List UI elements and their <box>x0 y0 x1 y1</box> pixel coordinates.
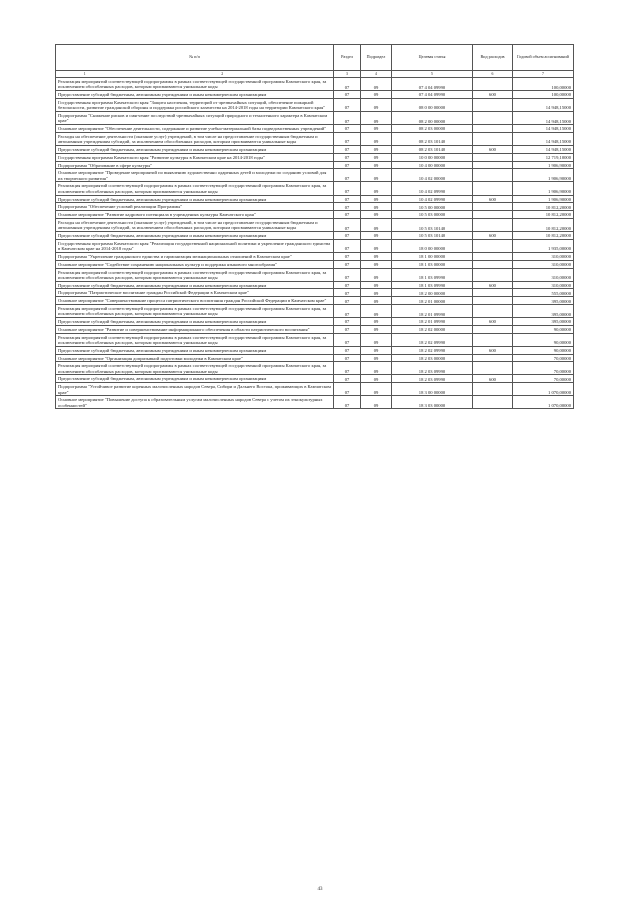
row-vr-cell <box>473 289 513 297</box>
row-sum-cell: 70,00000 <box>513 354 574 362</box>
row-vr-cell <box>473 383 513 396</box>
column-number-3: 3 <box>334 71 361 78</box>
row-vr-cell <box>473 111 513 124</box>
row-sum-cell: 395,00000 <box>513 297 574 305</box>
row-vr-cell <box>473 161 513 169</box>
row-vr-cell: 600 <box>473 145 513 153</box>
row-sum-cell: 1 935,00000 <box>513 239 574 252</box>
row-sum-cell: 1 070,00000 <box>513 396 574 409</box>
row-csr-cell: 18 2 01 09990 <box>392 318 473 326</box>
row-sum-cell: 1 906,90000 <box>513 161 574 169</box>
row-sum-cell: 310,00000 <box>513 268 574 281</box>
row-razdel-cell: 07 <box>334 98 361 111</box>
row-podrazdel-cell: 09 <box>361 218 392 231</box>
table-row <box>56 125 574 133</box>
row-podrazdel-cell: 09 <box>361 252 392 260</box>
row-csr-cell: 10 5 03 00000 <box>392 211 473 219</box>
row-podrazdel-cell: 09 <box>361 375 392 383</box>
column-number-5: 5 <box>392 71 473 78</box>
table-row <box>56 252 574 260</box>
row-vr-cell <box>473 354 513 362</box>
row-podrazdel-cell: 09 <box>361 91 392 99</box>
row-podrazdel-cell: 09 <box>361 111 392 124</box>
row-podrazdel-cell: 09 <box>361 125 392 133</box>
row-csr-cell: 10 4 02 09990 <box>392 182 473 195</box>
row-name-cell: Подпрограмма "Патриотическое воспитание граждан Российской Федерации в Камчатском крае" <box>56 289 334 297</box>
row-vr-cell: 600 <box>473 195 513 203</box>
row-razdel-cell: 07 <box>334 145 361 153</box>
row-csr-cell: 18 1 03 09990 <box>392 268 473 281</box>
row-razdel-cell: 07 <box>334 239 361 252</box>
row-vr-cell <box>473 252 513 260</box>
row-podrazdel-cell: 09 <box>361 145 392 153</box>
row-csr-cell: 10 5 03 10140 <box>392 218 473 231</box>
row-vr-cell: 600 <box>473 232 513 240</box>
row-name-cell: Основное мероприятие "Содействие сохранению национальных культур и поддержка языкового многообразия" <box>56 260 334 268</box>
row-razdel-cell: 07 <box>334 211 361 219</box>
row-podrazdel-cell: 09 <box>361 232 392 240</box>
table-row <box>56 132 574 145</box>
row-name-cell: Основное мероприятие "Совершенствование процесса патриотического воспитания граждан Российской Федерации в Камчатском крае" <box>56 297 334 305</box>
row-name-cell: Предоставление субсидий бюджетным, автономным учреждениям и иным некоммерческим организациям <box>56 145 334 153</box>
row-sum-cell: 555,00000 <box>513 289 574 297</box>
table-row <box>56 153 574 161</box>
column-number-2: 2 <box>221 72 224 76</box>
table-row <box>56 305 574 318</box>
row-name-cell: Предоставление субсидий бюджетным, автономным учреждениям и иным некоммерческим организациям <box>56 281 334 289</box>
table-row <box>56 203 574 211</box>
table-row <box>56 169 574 182</box>
row-sum-cell: 310,00000 <box>513 281 574 289</box>
row-csr-cell: 10 5 03 10140 <box>392 232 473 240</box>
row-vr-cell: 600 <box>473 91 513 99</box>
row-name-cell: Предоставление субсидий бюджетным, автономным учреждениям и иным некоммерческим организациям <box>56 318 334 326</box>
row-vr-cell <box>473 169 513 182</box>
table-header-row <box>56 45 574 71</box>
row-vr-cell <box>473 78 513 91</box>
row-name-cell: Государственная программа Камчатского края "Реализация государственной национальной политики и укрепление гражданского единства в Камчатском крае на 2014-2018 годы" <box>56 239 334 252</box>
row-csr-cell: 08 0 00 00000 <box>392 98 473 111</box>
row-sum-cell: 395,00000 <box>513 305 574 318</box>
row-podrazdel-cell: 09 <box>361 268 392 281</box>
row-vr-cell: 600 <box>473 281 513 289</box>
row-name-cell: Подпрограмма "Образование в сфере культуры" <box>56 161 334 169</box>
row-name-cell: Основное мероприятие "Повышение доступа к образовательным услугам малочисленных народов Севера с учетом их этнокультурных особенностей" <box>56 396 334 409</box>
row-razdel-cell: 07 <box>334 78 361 91</box>
row-sum-cell: 90,00000 <box>513 333 574 346</box>
row-podrazdel-cell: 09 <box>361 239 392 252</box>
row-razdel-cell: 07 <box>334 125 361 133</box>
row-csr-cell: 18 2 03 09990 <box>392 375 473 383</box>
row-csr-cell: 18 2 00 00000 <box>392 289 473 297</box>
row-razdel-cell: 07 <box>334 305 361 318</box>
row-razdel-cell: 07 <box>334 153 361 161</box>
row-razdel-cell: 07 <box>334 111 361 124</box>
row-name-cell: Основное мероприятие "Развитие и совершенствование информационного обеспечения в области патриотического воспитания" <box>56 325 334 333</box>
row-csr-cell: 18 1 00 00000 <box>392 252 473 260</box>
row-name-cell: Основное мероприятие "Организация допризывной подготовки молодежи в Камчатском крае" <box>56 354 334 362</box>
row-name-cell: Государственная программа Камчатского края "Защита населения, территорий от чрезвычайных ситуаций, обеспечение пожарной безопасности, развитие гражданской обороны и поддержка российского казачества на 2014-2018 годы на территории Камчатского края" <box>56 98 334 111</box>
table-row <box>56 375 574 383</box>
row-csr-cell: 18 2 03 09990 <box>392 362 473 375</box>
header-podrazdel: Подраздел <box>361 45 392 71</box>
row-sum-cell: 14 948,15000 <box>513 145 574 153</box>
row-csr-cell: 18 2 03 00000 <box>392 354 473 362</box>
row-razdel-cell: 07 <box>334 346 361 354</box>
row-vr-cell <box>473 132 513 145</box>
row-vr-cell <box>473 305 513 318</box>
row-csr-cell: 18 1 03 09990 <box>392 281 473 289</box>
row-sum-cell: 310,00000 <box>513 260 574 268</box>
column-number <box>56 71 334 78</box>
table-row <box>56 297 574 305</box>
row-csr-cell: 18 2 01 09990 <box>392 305 473 318</box>
table-row <box>56 218 574 231</box>
column-number-6: 6 <box>473 71 513 78</box>
table-row <box>56 98 574 111</box>
row-name-cell: Подпрограмма "Устойчивое развитие коренных малочисленных народов Севера, Сибири и Дальнего Востока, проживающих в Камчатском крае" <box>56 383 334 396</box>
row-csr-cell: 18 3 03 00000 <box>392 396 473 409</box>
row-sum-cell: 12 719,10000 <box>513 153 574 161</box>
row-sum-cell: 395,00000 <box>513 318 574 326</box>
row-razdel-cell: 07 <box>334 260 361 268</box>
row-csr-cell: 10 5 00 00000 <box>392 203 473 211</box>
row-csr-cell: 08 2 03 10140 <box>392 132 473 145</box>
row-csr-cell: 18 2 01 00000 <box>392 297 473 305</box>
row-name-cell: Государственная программа Камчатского края "Развитие культуры в Камчатском крае на 2014-2018 годы" <box>56 153 334 161</box>
row-name-cell: Реализация мероприятий соответствующей подпрограммы в рамках соответствующей государственной программы Камчатского края, за исключением обособленных расходов, которым присваиваются уникальные коды <box>56 78 334 91</box>
row-sum-cell: 10 812,20000 <box>513 232 574 240</box>
row-sum-cell: 1 906,90000 <box>513 169 574 182</box>
row-csr-cell: 08 2 03 10140 <box>392 145 473 153</box>
row-sum-cell: 90,00000 <box>513 325 574 333</box>
row-name-cell: Реализация мероприятий соответствующей подпрограммы в рамках соответствующей государственной программы Камчатского края, за исключением обособленных расходов, которым присваиваются уникальные коды <box>56 333 334 346</box>
row-csr-cell: 18 2 02 09990 <box>392 333 473 346</box>
row-sum-cell: 100,00000 <box>513 78 574 91</box>
table-row <box>56 91 574 99</box>
row-vr-cell: 600 <box>473 346 513 354</box>
row-sum-cell: 100,00000 <box>513 91 574 99</box>
row-razdel-cell: 07 <box>334 169 361 182</box>
row-razdel-cell: 07 <box>334 375 361 383</box>
row-csr-cell: 07 4 04 09990 <box>392 78 473 91</box>
row-csr-cell: 10 0 00 00000 <box>392 153 473 161</box>
row-name-cell: Предоставление субсидий бюджетным, автономным учреждениям и иным некоммерческим организациям <box>56 91 334 99</box>
row-razdel-cell: 07 <box>334 132 361 145</box>
table-row <box>56 281 574 289</box>
row-csr-cell: 18 2 02 09990 <box>392 346 473 354</box>
table-row <box>56 232 574 240</box>
row-razdel-cell: 07 <box>334 91 361 99</box>
row-razdel-cell: 07 <box>334 333 361 346</box>
budget-table-wrapper <box>55 44 573 409</box>
row-vr-cell <box>473 182 513 195</box>
row-vr-cell: 600 <box>473 375 513 383</box>
table-row <box>56 211 574 219</box>
row-podrazdel-cell: 09 <box>361 169 392 182</box>
row-sum-cell: 14 948,15000 <box>513 132 574 145</box>
row-csr-cell: 10 4 02 00000 <box>392 169 473 182</box>
row-name-cell: Предоставление субсидий бюджетным, автономным учреждениям и иным некоммерческим организациям <box>56 346 334 354</box>
table-row <box>56 145 574 153</box>
row-csr-cell: 18 0 00 00000 <box>392 239 473 252</box>
row-podrazdel-cell: 09 <box>361 203 392 211</box>
row-podrazdel-cell: 09 <box>361 289 392 297</box>
row-podrazdel-cell: 09 <box>361 305 392 318</box>
row-vr-cell <box>473 362 513 375</box>
row-podrazdel-cell: 09 <box>361 396 392 409</box>
row-razdel-cell: 07 <box>334 396 361 409</box>
row-csr-cell: 18 3 00 00000 <box>392 383 473 396</box>
row-name-cell: Реализация мероприятий соответствующей подпрограммы в рамках соответствующей государственной программы Камчатского края, за исключением обособленных расходов, которым присваиваются уникальные коды <box>56 182 334 195</box>
row-podrazdel-cell: 09 <box>361 281 392 289</box>
budget-table <box>55 44 574 409</box>
row-sum-cell: 1 906,90000 <box>513 182 574 195</box>
row-podrazdel-cell: 09 <box>361 260 392 268</box>
row-csr-cell: 10 4 02 09990 <box>392 195 473 203</box>
row-podrazdel-cell: 09 <box>361 325 392 333</box>
table-row <box>56 354 574 362</box>
row-sum-cell: 310,00000 <box>513 252 574 260</box>
row-podrazdel-cell: 09 <box>361 161 392 169</box>
row-name-cell: Реализация мероприятий соответствующей подпрограммы в рамках соответствующей государственной программы Камчатского края, за исключением обособленных расходов, которым присваиваются уникальные коды <box>56 268 334 281</box>
row-sum-cell: 1 070,00000 <box>513 383 574 396</box>
row-vr-cell <box>473 218 513 231</box>
row-sum-cell: 14 948,15000 <box>513 125 574 133</box>
column-number-row <box>56 71 574 78</box>
row-vr-cell <box>473 325 513 333</box>
row-razdel-cell: 07 <box>334 297 361 305</box>
row-podrazdel-cell: 09 <box>361 362 392 375</box>
row-razdel-cell: 07 <box>334 218 361 231</box>
row-razdel-cell: 07 <box>334 195 361 203</box>
row-name-cell: Основное мероприятие "Развитие кадрового потенциала в учреждениях культуры Камчатского края" <box>56 211 334 219</box>
table-row <box>56 195 574 203</box>
row-vr-cell <box>473 297 513 305</box>
table-row <box>56 182 574 195</box>
row-name-cell: Расходы на обеспечение деятельности (оказание услуг) учреждений, в том числе на предоставление государственным бюджетным и автономным учреждениям субсидий, за исключением обособленных расходов, которым присваиваются уникальные коды <box>56 132 334 145</box>
table-row <box>56 383 574 396</box>
row-podrazdel-cell: 09 <box>361 297 392 305</box>
row-name-cell: Реализация мероприятий соответствующей подпрограммы в рамках соответствующей государственной программы Камчатского края, за исключением обособленных расходов, которым присваиваются уникальные коды <box>56 305 334 318</box>
row-name-cell: Предоставление субсидий бюджетным, автономным учреждениям и иным некоммерческим организациям <box>56 375 334 383</box>
table-row <box>56 325 574 333</box>
page-number: 43 <box>317 887 323 892</box>
row-vr-cell <box>473 239 513 252</box>
row-podrazdel-cell: 09 <box>361 132 392 145</box>
row-name-cell: Предоставление субсидий бюджетным, автономным учреждениям и иным некоммерческим организациям <box>56 232 334 240</box>
header-num: № п/п <box>56 45 334 71</box>
row-podrazdel-cell: 09 <box>361 195 392 203</box>
row-name-cell: Основное мероприятие "Обеспечение деятельности, содержание и развитие учебно-материальной базы подведомственных учреждений" <box>56 125 334 133</box>
header-sum: Годовой объем ассигнований <box>513 45 574 71</box>
row-vr-cell <box>473 396 513 409</box>
row-sum-cell: 14 948,15000 <box>513 111 574 124</box>
table-row <box>56 268 574 281</box>
row-razdel-cell: 07 <box>334 325 361 333</box>
row-sum-cell: 70,00000 <box>513 375 574 383</box>
header-razdel: Раздел <box>334 45 361 71</box>
row-razdel-cell: 07 <box>334 268 361 281</box>
row-csr-cell: 08 2 00 00000 <box>392 111 473 124</box>
row-vr-cell <box>473 153 513 161</box>
row-csr-cell: 18 2 02 00000 <box>392 325 473 333</box>
row-sum-cell: 10 812,20000 <box>513 203 574 211</box>
row-vr-cell <box>473 268 513 281</box>
row-name-cell: Подпрограмма "Снижение рисков и смягчение последствий чрезвычайных ситуаций природного и техногенного характера в Камчатском крае" <box>56 111 334 124</box>
row-csr-cell: 07 4 04 09990 <box>392 91 473 99</box>
table-row <box>56 396 574 409</box>
row-sum-cell: 10 812,20000 <box>513 218 574 231</box>
table-row <box>56 260 574 268</box>
row-razdel-cell: 07 <box>334 161 361 169</box>
row-csr-cell: 08 2 03 00000 <box>392 125 473 133</box>
row-razdel-cell: 07 <box>334 354 361 362</box>
row-razdel-cell: 07 <box>334 182 361 195</box>
row-sum-cell: 90,00000 <box>513 346 574 354</box>
table-row <box>56 333 574 346</box>
table-row <box>56 239 574 252</box>
row-sum-cell: 1 906,90000 <box>513 195 574 203</box>
row-sum-cell: 14 948,15000 <box>513 98 574 111</box>
row-name-cell: Предоставление субсидий бюджетным, автономным учреждениям и иным некоммерческим организациям <box>56 195 334 203</box>
row-vr-cell <box>473 211 513 219</box>
row-podrazdel-cell: 09 <box>361 354 392 362</box>
column-number-1: 1 <box>83 72 86 76</box>
row-vr-cell <box>473 333 513 346</box>
row-csr-cell: 10 4 00 00000 <box>392 161 473 169</box>
header-csr: Целевая статья <box>392 45 473 71</box>
row-podrazdel-cell: 09 <box>361 211 392 219</box>
row-razdel-cell: 07 <box>334 281 361 289</box>
table-row <box>56 111 574 124</box>
row-podrazdel-cell: 09 <box>361 383 392 396</box>
row-razdel-cell: 07 <box>334 383 361 396</box>
row-razdel-cell: 07 <box>334 289 361 297</box>
row-sum-cell: 10 812,20000 <box>513 211 574 219</box>
table-row <box>56 78 574 91</box>
row-podrazdel-cell: 09 <box>361 78 392 91</box>
row-sum-cell: 70,00000 <box>513 362 574 375</box>
table-body <box>56 78 574 409</box>
row-csr-cell: 18 1 03 00000 <box>392 260 473 268</box>
row-name-cell: Подпрограмма "Укрепление гражданского единства и гармонизация межнациональных отношений в Камчатском крае" <box>56 252 334 260</box>
row-podrazdel-cell: 09 <box>361 182 392 195</box>
row-name-cell: Основное мероприятие "Проведение мероприятий по выявлению художественно одаренных детей и молодежи по созданию условий для их творческого развития" <box>56 169 334 182</box>
table-row <box>56 161 574 169</box>
row-name-cell: Реализация мероприятий соответствующей подпрограммы в рамках соответствующей государственной программы Камчатского края, за исключением обособленных расходов, которым присваиваются уникальные коды <box>56 362 334 375</box>
row-razdel-cell: 07 <box>334 362 361 375</box>
row-name-cell: Расходы на обеспечение деятельности (оказание услуг) учреждений, в том числе на предоставление государственным бюджетным и автономным учреждениям субсидий, за исключением обособленных расходов, которым присваиваются уникальные коды <box>56 218 334 231</box>
header-vr: Вид расходов <box>473 45 513 71</box>
row-podrazdel-cell: 09 <box>361 98 392 111</box>
row-name-cell: Подпрограмма "Обеспечение условий реализации Программы" <box>56 203 334 211</box>
column-number-4: 4 <box>361 71 392 78</box>
row-vr-cell <box>473 260 513 268</box>
column-number-7: 7 <box>513 71 574 78</box>
row-razdel-cell: 07 <box>334 203 361 211</box>
table-row <box>56 362 574 375</box>
row-razdel-cell: 07 <box>334 252 361 260</box>
row-razdel-cell: 07 <box>334 232 361 240</box>
row-vr-cell <box>473 203 513 211</box>
row-vr-cell: 600 <box>473 318 513 326</box>
table-row <box>56 289 574 297</box>
row-vr-cell <box>473 125 513 133</box>
table-row <box>56 318 574 326</box>
row-podrazdel-cell: 09 <box>361 346 392 354</box>
table-row <box>56 346 574 354</box>
row-podrazdel-cell: 09 <box>361 153 392 161</box>
row-podrazdel-cell: 09 <box>361 318 392 326</box>
row-podrazdel-cell: 09 <box>361 333 392 346</box>
row-vr-cell <box>473 98 513 111</box>
row-razdel-cell: 07 <box>334 318 361 326</box>
